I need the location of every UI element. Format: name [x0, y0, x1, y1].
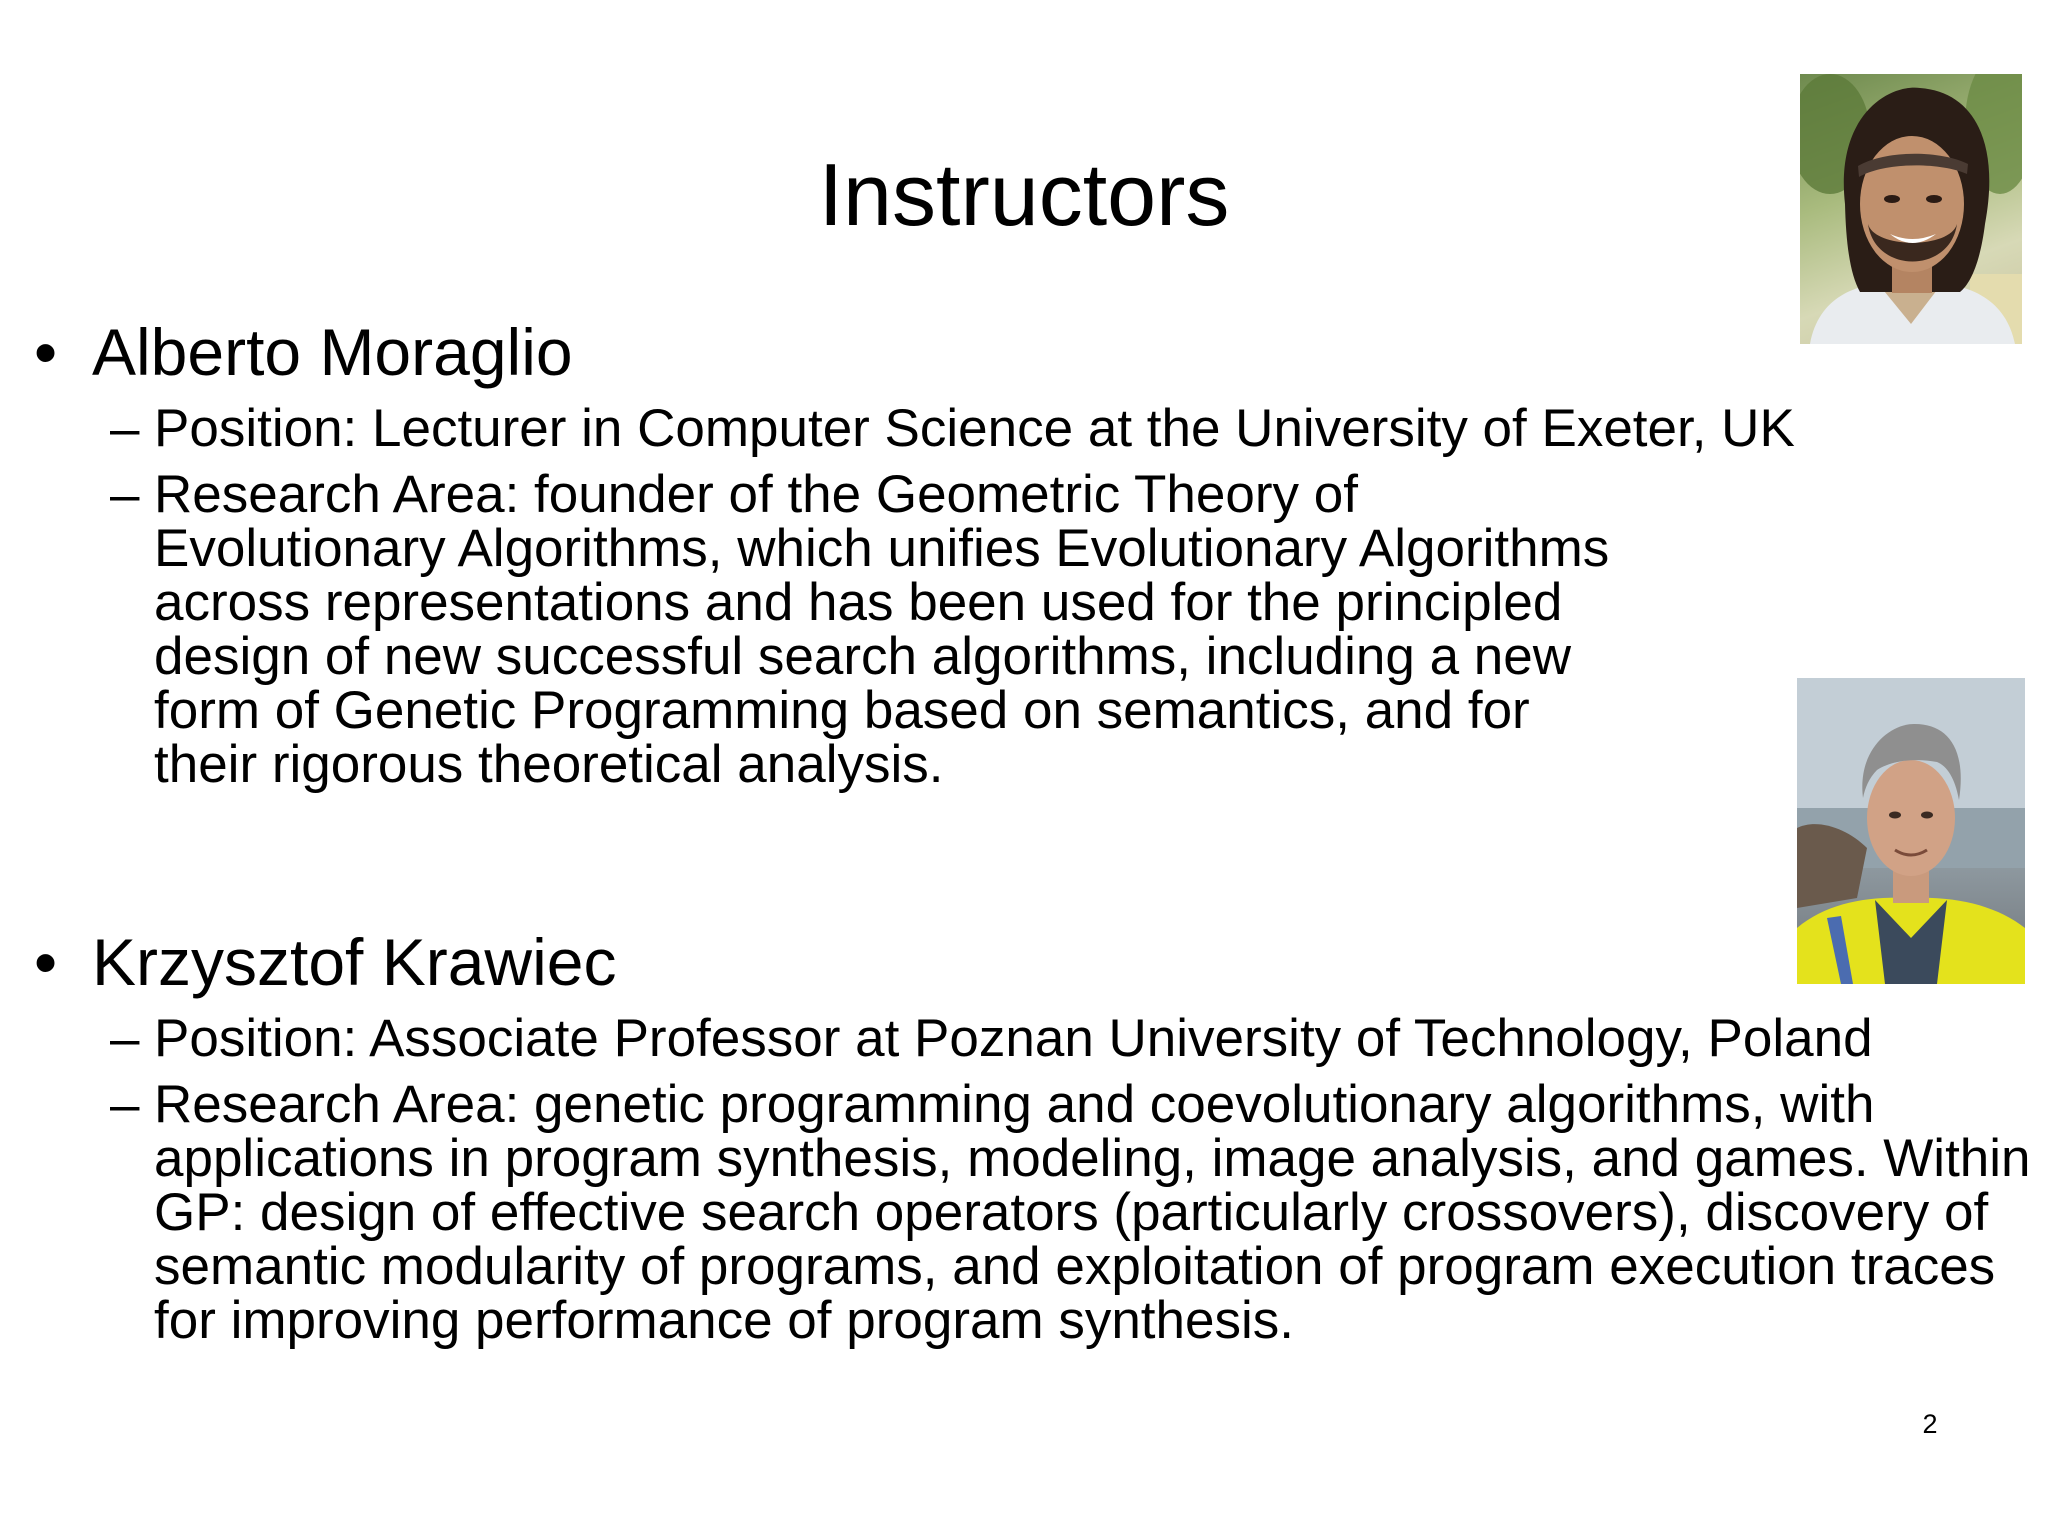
slide-title: Instructors — [818, 145, 1230, 244]
portrait-moraglio-icon — [1800, 74, 2022, 344]
position-text: Position: Lecturer in Computer Science at the University of Exeter, UK — [154, 399, 1795, 458]
page-number: 2 — [1922, 1409, 1938, 1439]
dash-icon: – — [110, 399, 140, 458]
research-text: Research Area: genetic programming and coevolutionary algorithms, with applications in program synthesis, modeling, image analysis, and games. Within GP: design of effective search operators (particularly crossovers), discovery of semantic modularity of programs, and exploitation of program execution traces for improving performance of program synthesis. — [154, 1075, 2031, 1350]
position-text: Position: Associate Professor at Poznan University of Technology, Poland — [154, 1009, 1873, 1068]
research-text: Research Area: founder of the Geometric Theory of Evolutionary Algorithms, which unifies Evolutionary Algorithms across representations and has been used for the principled design of new successful search algorithms, including a new form of Genetic Programming based on semantics, and for their rigorous theoretical analysis. — [154, 465, 1610, 794]
instructor-entry-krawiec — [34, 922, 2031, 1350]
dash-icon: – — [110, 465, 140, 524]
instructor-name: Krzysztof Krawiec — [92, 925, 617, 999]
instructor-position — [110, 399, 2014, 458]
instructor-position — [110, 1009, 2014, 1068]
dash-icon: – — [110, 1075, 140, 1134]
instructor-research-area — [110, 465, 1624, 794]
instructor-entry-moraglio — [34, 312, 2014, 792]
bullet-icon: • — [34, 925, 58, 999]
instructor-name: Alberto Moraglio — [92, 315, 573, 389]
instructor-photo-moraglio — [1800, 74, 2022, 344]
dash-icon: – — [110, 1009, 140, 1068]
bullet-icon: • — [34, 315, 58, 389]
instructor-heading — [34, 312, 2014, 392]
instructor-heading — [34, 922, 2014, 1002]
instructor-research-area — [110, 1075, 2048, 1350]
